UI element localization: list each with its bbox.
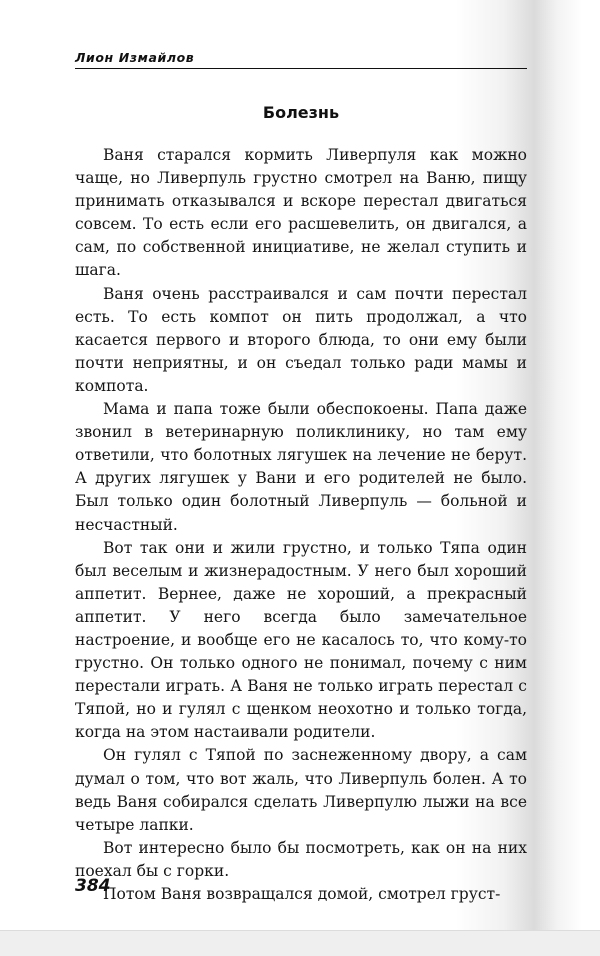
paragraph-2: Ваня очень расстраивался и сам почти перестал есть. То есть компот он пить продолжал, а что касается первого и второго блюда, то они ему были почти неприятны, и он съедал только ради мамы и компота. <box>75 284 527 395</box>
paragraph-7: Потом Ваня возвращался домой, смотрел груст- <box>103 885 501 903</box>
paragraph-1: Ваня старался кормить Ливерпуля как можно чаще, но Ливерпуль грустно смотрел на Ваню, пищу принимать отказывался и вскоре перестал двигаться совсем. То есть если его расшевелить, он двигался, а сам, по собственной инициативе, не желал ступить и шага. <box>75 146 527 280</box>
running-header-author: Лион Измайлов <box>75 50 195 65</box>
chapter-title: Болезнь <box>262 103 340 122</box>
body-text <box>75 144 527 906</box>
page-number: 384 <box>75 876 111 896</box>
paragraph-5: Он гулял с Тяпой по заснеженному двору, а сам думал о том, что вот жаль, что Ливерпуль болен. А то ведь Ваня собирался сделать Ливерпулю лыжи на все четыре лапки. <box>75 746 527 834</box>
paragraph-3: Мама и папа тоже были обеспокоены. Папа даже звонил в ветеринарную поликлинику, но там ему ответили, что болотных лягушек на лечение не берут. А других лягушек у Вани и его родителей не было. Был только один болотный Ливерпуль — больной и несчастный. <box>75 400 527 534</box>
paragraph-6: Вот интересно было бы посмотреть, как он на них поехал бы с горки. <box>75 838 527 880</box>
header-rule <box>75 68 527 69</box>
viewer-bottom-strip <box>0 930 600 956</box>
paragraph-4: Вот так они и жили грустно, и только Тяпа один был веселым и жизнерадостным. У него был хороший аппетит. Вернее, даже не хороший, а прекрасный аппетит. У него всегда было замечательное настроение, и вообще его не касалось то, что кому-то грустно. Он только одного не понимал, почему с ним перестали играть. А Ваня не только играть перестал с Тяпой, но и гулял с щенком неохотно и только тогда, когда на этом настаивали родители. <box>75 538 527 742</box>
